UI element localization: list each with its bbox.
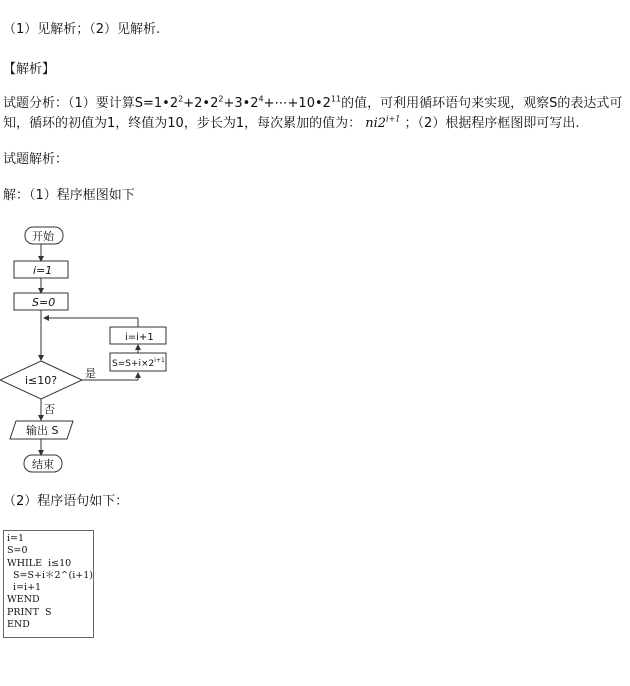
analysis-power-3: 4: [258, 94, 264, 104]
accumulate-exp: i+1: [154, 357, 165, 364]
start-label: 开始: [32, 230, 54, 243]
program-line: END: [7, 619, 30, 631]
analysis-suffix: 的值，可利用循环语句来实现，观察S的表达式可知，循环的初值为1，终值为10，步长为1，每次累加的值为：: [3, 96, 623, 131]
condition-label: i≤10?: [25, 374, 58, 387]
analysis-power-1: 2: [178, 94, 184, 104]
part1-heading: 解：（1）程序框图如下: [3, 188, 135, 203]
program-line: S=S+i＊2^(i+1): [7, 569, 93, 581]
program-code-box: [3, 530, 94, 638]
accumulate-main: S=S+i×2: [112, 359, 155, 369]
analysis-power-4: 11: [330, 94, 342, 104]
increment-label: i=i+1: [125, 332, 154, 343]
analysis-formula: ni: [365, 116, 378, 131]
solution-heading: 试题解析：: [3, 152, 69, 167]
analysis-paragraph: [3, 94, 625, 134]
analysis-term-4: +⋯+10•2: [263, 96, 331, 111]
program-line: i=1: [7, 533, 25, 544]
analysis-prefix: 试题分析：（1）要计算S=1•2: [3, 96, 179, 111]
part2-heading: （2）程序语句如下：: [3, 494, 129, 509]
flowchart: [0, 215, 200, 477]
analysis-term-2: +2•2: [183, 96, 219, 111]
analysis-formula-exp: i+1: [386, 114, 401, 124]
yes-label: 是: [85, 367, 96, 380]
answer-line: （1）见解析；（2）见解析.: [3, 22, 161, 37]
analysis-heading: 【解析】: [3, 62, 56, 77]
accumulate-label: [112, 357, 165, 369]
program-line: S=0: [7, 545, 28, 557]
analysis-formula-tail: 2: [377, 116, 387, 131]
end-label: 结束: [32, 458, 54, 471]
analysis-power-2: 2: [218, 94, 224, 104]
init-s-label: S=0: [32, 296, 56, 309]
no-label: 否: [44, 403, 55, 416]
output-label: 输出 S: [26, 424, 59, 437]
program-line: WHILE i≤10: [7, 557, 72, 569]
analysis-term-3: +3•2: [223, 96, 259, 111]
init-i-label: i=1: [33, 264, 53, 277]
program-line: PRINT S: [7, 606, 52, 618]
analysis-tail: ；（2）根据程序框图即可写出.: [404, 116, 580, 131]
program-line: i=i+1: [7, 582, 42, 594]
program-line: WEND: [7, 594, 40, 606]
